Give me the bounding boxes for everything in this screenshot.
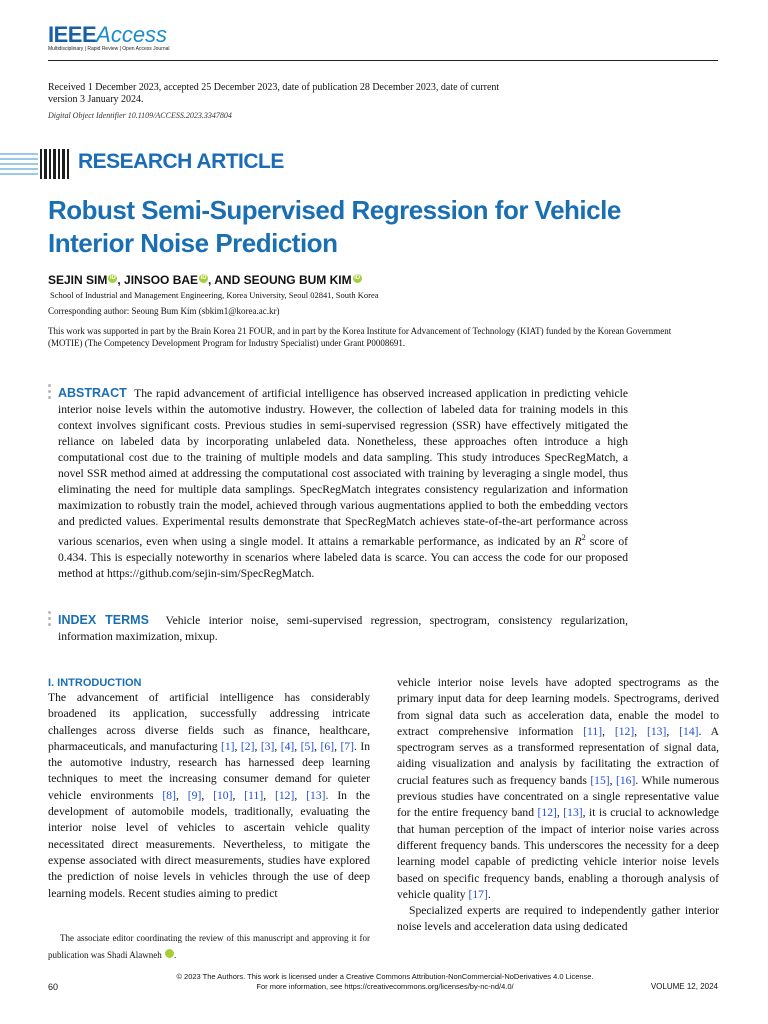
logo-access: Access: [96, 22, 168, 47]
author-name: JINSOO BAE: [124, 273, 199, 287]
journal-tagline: Multidisciplinary | Rapid Review | Open Access Journal: [48, 46, 170, 52]
header-rule: [48, 60, 718, 61]
index-terms-text: Vehicle interior noise, semi-supervised regression, spectrogram, consistency regularization, information maximization, mixup.: [58, 614, 628, 643]
citation-link[interactable]: [7]: [340, 739, 354, 753]
section-heading-introduction: I. INTRODUCTION: [48, 677, 142, 689]
citation-link[interactable]: [1]: [221, 739, 235, 753]
abstract-marker-icon: [48, 384, 52, 402]
citation-link[interactable]: [3]: [260, 739, 275, 753]
citation-link[interactable]: [12]: [537, 806, 557, 820]
intro-column-left: The advancement of artificial intelligence has considerably broadened its application, successfully addressing intricate challenges across diverse fields such as finance, healthcare, pharmaceuticals, and manufacturing [1], [2], [3], [4], [5], [6], [7]. In the automotive industry, research has harnessed deep learning techniques to meet the increasing consumer demand for quieter vehicle environments [8], [9], [10], [11], [12], [13]. In the development of automobile models, traditionally, evaluating the interior noise level of vehicles to ascertain vehicle quality necessitated direct measurements. Nevertheless, to mitigate the expense associated with direct measurements, studies have explored the prediction of noise levels in vehicles through the use of deep learning models. Recent studies aiming to predict: [48, 691, 371, 900]
citation-link[interactable]: [4]: [280, 739, 295, 753]
index-terms-label: INDEX TERMS: [58, 613, 149, 627]
funding-statement: This work was supported in part by the Brain Korea 21 FOUR, and in part by the Korea Institute for Advancement of Technology (KIAT) funded by the Korean Government (MOTIE) (The Competency Development Program for Industry Specialist) under Grant P0008691.: [48, 326, 672, 348]
body-text: The advancement of artificial intelligence has considerably broadened its application, successfully addressing intricate challenges across diverse fields such as finance, healthcare, pharmaceuticals, and manufacturing: [48, 691, 370, 753]
citation-link[interactable]: [13]: [306, 788, 326, 802]
article-type-banner-graphic: [0, 147, 80, 181]
abstract: [58, 385, 628, 582]
index-terms-marker-icon: [48, 611, 52, 629]
citation-link[interactable]: [13]: [563, 806, 583, 820]
citation-link[interactable]: [5]: [300, 739, 315, 753]
body-text: , it is crucial to acknowledge that human perception of the impact of interior noise varies across different frequency bands. This underscores the necessity for a deep learning model capable of predicting vehicle interior noise levels based on specific frequency bands, enabling a thorough analysis of vehicle quality: [397, 806, 719, 901]
citation-link[interactable]: [15]: [590, 773, 610, 787]
license-notice: [150, 972, 620, 992]
r-squared-symbol: R: [574, 534, 582, 548]
article-type-label: RESEARCH ARTICLE: [78, 150, 284, 173]
intro-column-right: [397, 675, 719, 936]
body-text: .: [487, 887, 491, 901]
body-text: vehicle interior noise levels have adopted spectrograms as the primary input data for deep learning models. Spectrograms, derived from signal data such as acceleration data, enable the model to extract comprehensive information: [397, 676, 719, 738]
page-number: 60: [48, 982, 59, 992]
author-separator: , AND: [208, 273, 244, 287]
license-line: © 2023 The Authors. This work is licensed under a Creative Commons Attribution-NonCommercial-NoDerivatives 4.0 License.: [176, 972, 594, 981]
author-name: SEOUNG BUM KIM: [243, 273, 352, 287]
citation-link[interactable]: [2]: [240, 739, 255, 753]
author-list: [48, 273, 362, 287]
affiliation: School of Industrial and Management Engineering, Korea University, Seoul 02841, South Korea: [50, 290, 379, 300]
citation-link[interactable]: [12]: [275, 788, 295, 802]
r-squared-superscript: 2: [581, 533, 586, 542]
citation-link[interactable]: [17]: [468, 887, 488, 901]
orcid-icon[interactable]: iD: [354, 275, 361, 281]
citation-link[interactable]: [6]: [320, 739, 335, 753]
abstract-text: score of 0.434. This is especially noteworthy in scenarios where labeled data is scarce. You can access the code for our proposed method at https://github.com/sejin-sim/SpecRegMatch.: [58, 534, 628, 580]
orcid-icon[interactable]: iD: [165, 949, 174, 958]
body-text: . In the development of automobile models, traditionally, evaluating the interior noise level of vehicles to ascertain vehicle quality necessitated direct measurements. Nevertheless, to mitigate the expense associated with direct measurements, studies have explored the prediction of noise levels in vehicles through the use of deep learning models. Recent studies aiming to predict: [48, 788, 371, 900]
paper-title: Robust Semi-Supervised Regression for Vehicle Interior Noise Prediction: [48, 195, 621, 258]
index-terms: [58, 612, 628, 645]
citation-link[interactable]: [14]: [679, 724, 699, 738]
citation-link[interactable]: [9]: [187, 788, 202, 802]
orcid-icon[interactable]: iD: [200, 275, 207, 281]
citation-link[interactable]: [12]: [614, 724, 635, 738]
body-text: . In the automotive industry, research has harnessed deep learning techniques to meet the increasing consumer demand for quieter vehicle environments: [48, 739, 370, 802]
publication-dates: Received 1 December 2023, accepted 25 December 2023, date of publication 28 December 2023, date of current version 3 January 2024.: [48, 82, 500, 105]
abstract-text: The rapid advancement of artificial intelligence has observed increased application in predicting vehicle interior noise levels within the automotive industry. However, the collection of labeled data for training models in this context involves significant costs. Previous studies in semi-supervised regression (SSR) have effectively mitigated the reliance on labeled data by incorporating unlabeled data. Nonetheless, these approaches often introduce a high computational cost due to the training of multiple models and data sampling. This study introduces SpecRegMatch, a novel SSR method aimed at addressing the computational cost associated with training by leveraging a single model, thus eliminating the need for multiple data samplings. SpecRegMatch integrates consistency regularization and information maximization to robustly train the model, achieved through various augmentations applied to both the embedding vectors and predicted values. Experimental results demonstrate that SpecRegMatch achieves state-of-the-art performance across various scenarios, even when using a single model. It attains a remarkable performance, as indicated by an: [58, 387, 628, 548]
volume-label: VOLUME 12, 2024: [650, 982, 718, 991]
doi: Digital Object Identifier 10.1109/ACCESS.2023.3347804: [48, 111, 232, 120]
license-url-line[interactable]: For more information, see https://creativecommons.org/licenses/by-nc-nd/4.0/: [256, 982, 514, 991]
citation-link[interactable]: [11]: [583, 724, 603, 738]
paragraph: Specialized experts are required to independently gather interior noise levels and acceleration data using dedicated: [397, 904, 719, 934]
citation-link[interactable]: [10]: [213, 788, 233, 802]
editor-note-text: The associate editor coordinating the review of this manuscript and approving it for publication was Shadi Alawneh: [48, 933, 370, 960]
citation-link[interactable]: [16]: [616, 773, 636, 787]
body-text: . While numerous previous studies have concentrated on a single representative value for the entire frequency band: [397, 773, 720, 820]
editor-footnote: The associate editor coordinating the review of this manuscript and approving it for publication was Shadi Alawneh iD.: [48, 933, 370, 960]
citation-link[interactable]: [11]: [244, 788, 264, 802]
citation-link[interactable]: [13]: [647, 724, 667, 738]
citation-link[interactable]: [8]: [162, 788, 176, 802]
author-separator: ,: [117, 273, 125, 287]
author-name: SEJIN SIM: [48, 273, 108, 287]
orcid-icon[interactable]: iD: [109, 275, 116, 281]
body-text: . A spectrogram serves as a transformed representation of signal data, aiding visualization and analysis by facilitating the extraction of crucial features such as frequency bands: [397, 724, 720, 787]
paragraph: vehicle interior noise levels have adopted spectrograms as the primary input data for deep learning models. Spectrograms, derived from signal data such as acceleration data, enable the model to extract comprehensive information [11], [12], [13], [14]. A spectrogram serves as a transformed representation of signal data, aiding visualization and analysis by facilitating the extraction of crucial features such as frequency bands [15], [16]. While numerous previous studies have concentrated on a single representative value for the entire frequency band [12], [13], it is crucial to acknowledge that human perception of the impact of interior noise varies across different frequency bands. This underscores the necessity for a deep learning model capable of predicting vehicle interior noise levels based on specific frequency bands, enabling a thorough analysis of vehicle quality [17].: [397, 676, 720, 901]
logo-ieee: IEEE: [48, 22, 97, 47]
abstract-label: ABSTRACT: [58, 386, 127, 400]
corresponding-author: Corresponding author: Seoung Bum Kim (sbkim1@korea.ac.kr): [48, 306, 280, 316]
